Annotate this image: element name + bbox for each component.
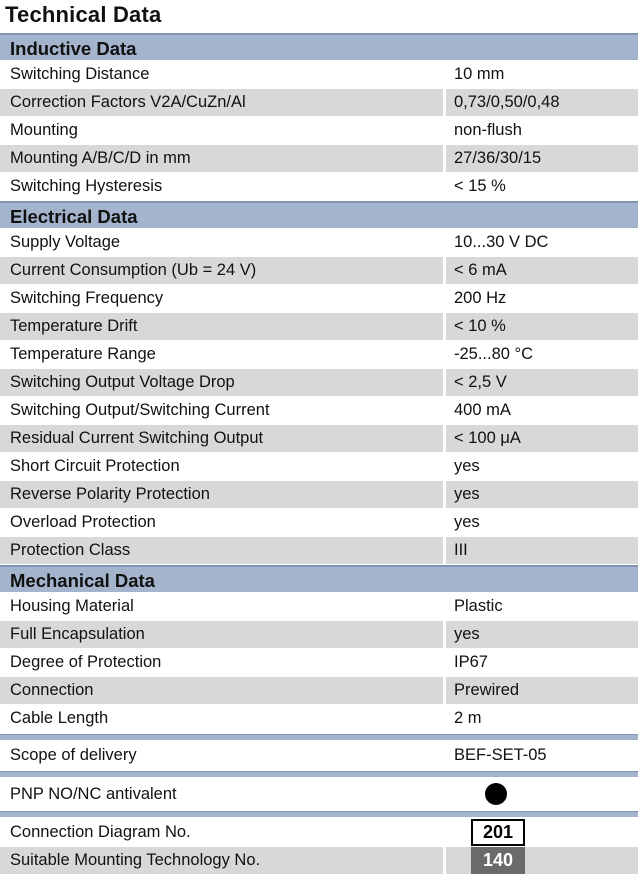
row-value: BEF-SET-05 [454,746,547,764]
section-separator [0,771,638,777]
table-row [0,257,638,284]
row-label: Switching Frequency [10,289,164,307]
row-value: 10...30 V DC [454,233,549,251]
row-value: 200 Hz [454,289,507,307]
table-row [0,425,638,452]
connection-diagram-number: 201 [471,819,525,846]
row-label: Residual Current Switching Output [0,425,443,452]
row-value: < 6 mA [446,257,638,284]
row-label: Connection Diagram No. [10,823,191,841]
technical-data-sheet [0,33,638,875]
row-label: Correction Factors V2A/CuZn/Al [0,89,443,116]
row-label: Switching Hysteresis [10,177,163,195]
row-value: < 10 % [446,313,638,340]
row-label: Switching Output Voltage Drop [0,369,443,396]
table-row [0,173,638,200]
row-value: Plastic [454,597,503,615]
row-value: 27/36/30/15 [446,145,638,172]
row-value: 400 mA [454,401,511,419]
row-value [446,779,638,809]
row-label: Cable Length [10,709,109,727]
section-separator [0,734,638,740]
table-row [0,537,638,564]
table-row [0,117,638,144]
table-row [0,145,638,172]
row-label: Mounting A/B/C/D in mm [0,145,443,172]
table-row [0,397,638,424]
row-label: Temperature Range [10,345,156,363]
scope-of-delivery-row [0,742,638,769]
row-value: -25...80 °C [454,345,534,363]
row-label: Suitable Mounting Technology No. [0,847,443,874]
section-heading-electrical: Electrical Data [0,201,638,228]
table-row [0,369,638,396]
row-value: yes [454,513,480,531]
table-row [0,341,638,368]
row-label: Connection [0,677,443,704]
table-row [0,649,638,676]
table-row [0,89,638,116]
row-label: Supply Voltage [10,233,121,251]
row-value [446,847,638,874]
row-value: 2 m [454,709,482,727]
row-value: 10 mm [454,65,505,83]
row-label: Scope of delivery [10,746,137,764]
filled-circle-icon [485,783,507,805]
table-row [0,229,638,256]
table-row [0,509,638,536]
row-label: Overload Protection [10,513,156,531]
row-label: Mounting [10,121,78,139]
row-value: < 2,5 V [446,369,638,396]
row-label: Degree of Protection [10,653,162,671]
row-value: III [446,537,638,564]
table-row [0,481,638,508]
row-value: < 15 % [454,177,506,195]
row-value [446,819,638,846]
table-row [0,61,638,88]
table-row [0,621,638,648]
row-label: Protection Class [0,537,443,564]
row-label: Short Circuit Protection [10,457,180,475]
row-value: yes [454,457,480,475]
mounting-technology-row [0,847,638,874]
row-label: Current Consumption (Ub = 24 V) [0,257,443,284]
row-label: Housing Material [10,597,134,615]
table-row [0,593,638,620]
row-label: Switching Output/Switching Current [10,401,270,419]
row-value: yes [446,621,638,648]
row-value: Prewired [446,677,638,704]
section-heading-mechanical: Mechanical Data [0,565,638,592]
row-label: Temperature Drift [0,313,443,340]
connection-diagram-row [0,819,638,846]
row-label: PNP NO/NC antivalent [10,785,177,803]
row-label: Switching Distance [10,65,150,83]
table-row [0,313,638,340]
row-label: Full Encapsulation [0,621,443,648]
row-value: 0,73/0,50/0,48 [446,89,638,116]
row-label: Reverse Polarity Protection [0,481,443,508]
row-value: < 100 μA [446,425,638,452]
table-row [0,453,638,480]
page-title: Technical Data [5,2,162,27]
pnp-row [0,779,638,809]
row-value: IP67 [454,653,488,671]
table-row [0,705,638,732]
table-row [0,285,638,312]
row-value: non-flush [454,121,522,139]
section-separator [0,811,638,817]
table-row [0,677,638,704]
section-heading-inductive: Inductive Data [0,33,638,60]
row-value: yes [446,481,638,508]
mounting-technology-number: 140 [471,847,525,874]
